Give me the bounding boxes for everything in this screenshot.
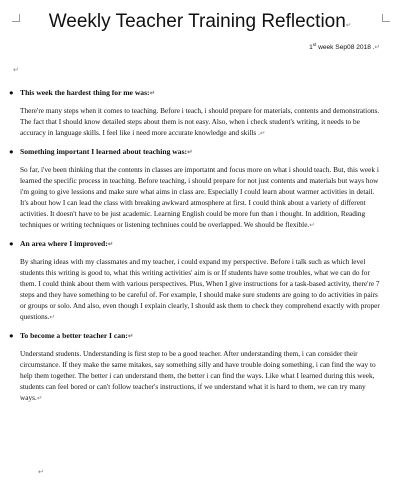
paragraph-mark-icon: ↵ bbox=[127, 333, 134, 340]
bullet-icon: ● bbox=[9, 239, 14, 248]
bullet-icon: ● bbox=[9, 147, 14, 156]
date-text: week Sep08 2018 . bbox=[316, 44, 375, 52]
paragraph-mark-icon: ↵ bbox=[13, 66, 19, 74]
section-hardest-thing bbox=[9, 87, 381, 139]
body-text: By sharing ideas with my classmates and my teacher, i could expand my perspective. Before i talk such as which level students this writing is good to, what this writing activities' aim is or If students have some troubles, what we can do for them. I could think about them with various perspectives. Plus, When I give instructions for a task-based activity, there're 7 steps and they have something to be careful of. For example, I should make sure students are going to do activities in pairs or groups or solo. And also, even though I explain clearly, I should ask them to check they comprehend exactly with proper questions. bbox=[20, 257, 380, 321]
body-text: Understand students. Understanding is first step to be a good teacher. After understanding them, i can consider their circumstance. If they make the same mitakes, say something silly and have trouble doing something, i can find the way to help them together. The better i can understand them, the better i can find the ways. Like what I learned during this week, students can feel bored or can't follow teacher's instructions, if we understand what it is hard to them, we can try many ways. bbox=[20, 349, 376, 402]
heading-text: This week the hardest thing for me was: bbox=[20, 88, 150, 97]
date-line[interactable] bbox=[309, 40, 380, 52]
document-body[interactable] bbox=[9, 87, 381, 411]
body-text: So far, i've been thinking that the contents in classes are importatnt and focus more on what i should teach. But, this week i learned the specific process in teaching. Before teaching, i should prepare for not just contents and materials but ways how i'm going to give lessions and make sure what aims in class are. Especially I could learn about warmer activities in detail. It's about how I can lead the class with breaking awkward atmosphere at first. I could think about a variety of different activities. It doesn't have to be just academic. Learning English could be more fun than i thought. In addition, Reading techniques or writing techniques or listening techniues could be overlapped. We should be flexible. bbox=[20, 165, 379, 229]
heading-text: Something important I learned about teaching was: bbox=[20, 147, 188, 156]
section-area-improved bbox=[9, 238, 381, 323]
date-suffix: st bbox=[312, 42, 317, 47]
paragraph-mark-icon: ↵ bbox=[187, 149, 193, 156]
section-heading bbox=[9, 146, 381, 158]
paragraph-mark-icon: ↵ bbox=[49, 314, 55, 321]
document-title[interactable] bbox=[0, 10, 400, 38]
section-body[interactable] bbox=[9, 256, 381, 323]
section-body[interactable] bbox=[9, 164, 381, 231]
title-text: Weekly Teacher Training Reflection bbox=[48, 11, 346, 32]
paragraph-mark-icon: ↵ bbox=[36, 395, 43, 402]
paragraph-mark-icon: ↵ bbox=[149, 90, 156, 97]
date-number: 1 bbox=[309, 44, 313, 52]
section-something-learned bbox=[9, 146, 381, 231]
paragraph-mark-icon: ↵ bbox=[107, 241, 114, 248]
paragraph-mark-icon: ↵ bbox=[374, 44, 380, 52]
paragraph-mark-icon: ↵ bbox=[259, 130, 266, 137]
section-heading bbox=[9, 330, 381, 342]
paragraph-mark-icon: ↵ bbox=[345, 22, 352, 29]
section-body[interactable] bbox=[9, 348, 381, 404]
section-body[interactable] bbox=[9, 105, 381, 139]
body-text: There're many steps when it comes to teaching. Before i teach, i should prepare for materials, contents and demonstrations. The fact that I should know detailed steps about them is not easy. Also, when i check student's writing, it needs to be accuracy in language skills. I feel like i need more accurate knowledge and skills . bbox=[20, 106, 380, 137]
section-better-teacher bbox=[9, 330, 381, 404]
section-heading bbox=[9, 87, 381, 99]
bullet-icon: ● bbox=[9, 88, 14, 97]
paragraph-mark-icon: ↵ bbox=[38, 468, 44, 476]
paragraph-mark-icon: ↵ bbox=[309, 222, 315, 229]
bullet-icon: ● bbox=[9, 331, 14, 340]
heading-text: To become a better teacher I can: bbox=[20, 331, 128, 340]
section-heading bbox=[9, 238, 381, 250]
heading-text: An area where I improved: bbox=[20, 239, 108, 248]
